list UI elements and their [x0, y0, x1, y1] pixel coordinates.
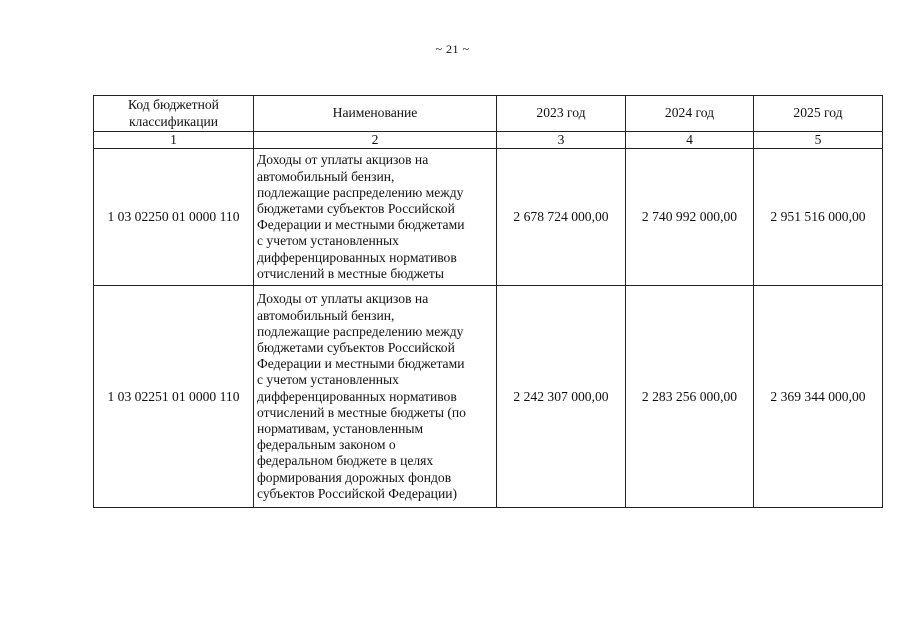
- header-budget-code: [94, 96, 254, 132]
- header-year-2024: 2024 год: [626, 96, 754, 132]
- page-number: ~ 21 ~: [435, 42, 470, 56]
- revenue-name-cell: [254, 149, 497, 286]
- revenue-name-line: формирования дорожных фондов: [257, 469, 452, 485]
- column-number-row: [94, 132, 883, 149]
- revenue-name-line: Доходы от уплаты акцизов на: [257, 152, 429, 168]
- amount-2023-cell: 2 242 307 000,00: [497, 286, 626, 508]
- revenue-name-cell: [254, 286, 497, 508]
- header-budget-code-line: классификации: [128, 113, 219, 129]
- revenue-name-line: отчислений в местные бюджеты (по: [257, 404, 466, 420]
- revenue-name-line: федеральном бюджете в целях: [257, 453, 434, 469]
- column-number: 2: [254, 132, 497, 149]
- revenue-name-line: субъектов Российской Федерации): [257, 485, 458, 501]
- revenue-name-line: подлежащие распределению между: [257, 184, 464, 200]
- amount-2025-cell: 2 369 344 000,00: [754, 286, 883, 508]
- amount-2023-cell: 2 678 724 000,00: [497, 149, 626, 286]
- budget-code-cell: 1 03 02251 01 0000 110: [94, 286, 254, 508]
- table-row: [94, 286, 883, 508]
- revenue-name-line: автомобильный бензин,: [257, 307, 395, 323]
- revenue-name-line: Федерации и местными бюджетами: [257, 356, 465, 372]
- header-name: Наименование: [254, 96, 497, 132]
- column-number: 1: [94, 132, 254, 149]
- column-number: 4: [626, 132, 754, 149]
- amount-2024-cell: 2 283 256 000,00: [626, 286, 754, 508]
- revenue-name-line: отчислений в местные бюджеты: [257, 265, 444, 281]
- budget-code-cell: 1 03 02250 01 0000 110: [94, 149, 254, 286]
- revenue-name-line: дифференцированных нормативов: [257, 388, 457, 404]
- revenue-name-line: дифференцированных нормативов: [257, 249, 457, 265]
- revenue-name-line: Доходы от уплаты акцизов на: [257, 291, 429, 307]
- revenue-name-line: с учетом установленных: [257, 233, 399, 249]
- revenue-name-line: Федерации и местными бюджетами: [257, 217, 465, 233]
- revenue-name-line: с учетом установленных: [257, 372, 399, 388]
- revenue-name-line: нормативам, установленным: [257, 421, 424, 436]
- table-header-row: [94, 96, 883, 132]
- header-budget-code-line: Код бюджетной: [128, 97, 219, 113]
- header-year-2025: 2025 год: [754, 96, 883, 132]
- column-number: 5: [754, 132, 883, 149]
- table-row: [94, 149, 883, 286]
- revenue-name-line: бюджетами субъектов Российской: [257, 339, 455, 355]
- revenue-name-line: федеральным законом о: [257, 437, 396, 453]
- budget-revenue-table: [93, 95, 883, 508]
- revenue-name-line: автомобильный бензин,: [257, 168, 395, 184]
- column-number: 3: [497, 132, 626, 149]
- header-year-2023: 2023 год: [497, 96, 626, 132]
- revenue-name-line: подлежащие распределению между: [257, 323, 464, 339]
- revenue-name-line: бюджетами субъектов Российской: [257, 201, 455, 216]
- amount-2024-cell: 2 740 992 000,00: [626, 149, 754, 286]
- amount-2025-cell: 2 951 516 000,00: [754, 149, 883, 286]
